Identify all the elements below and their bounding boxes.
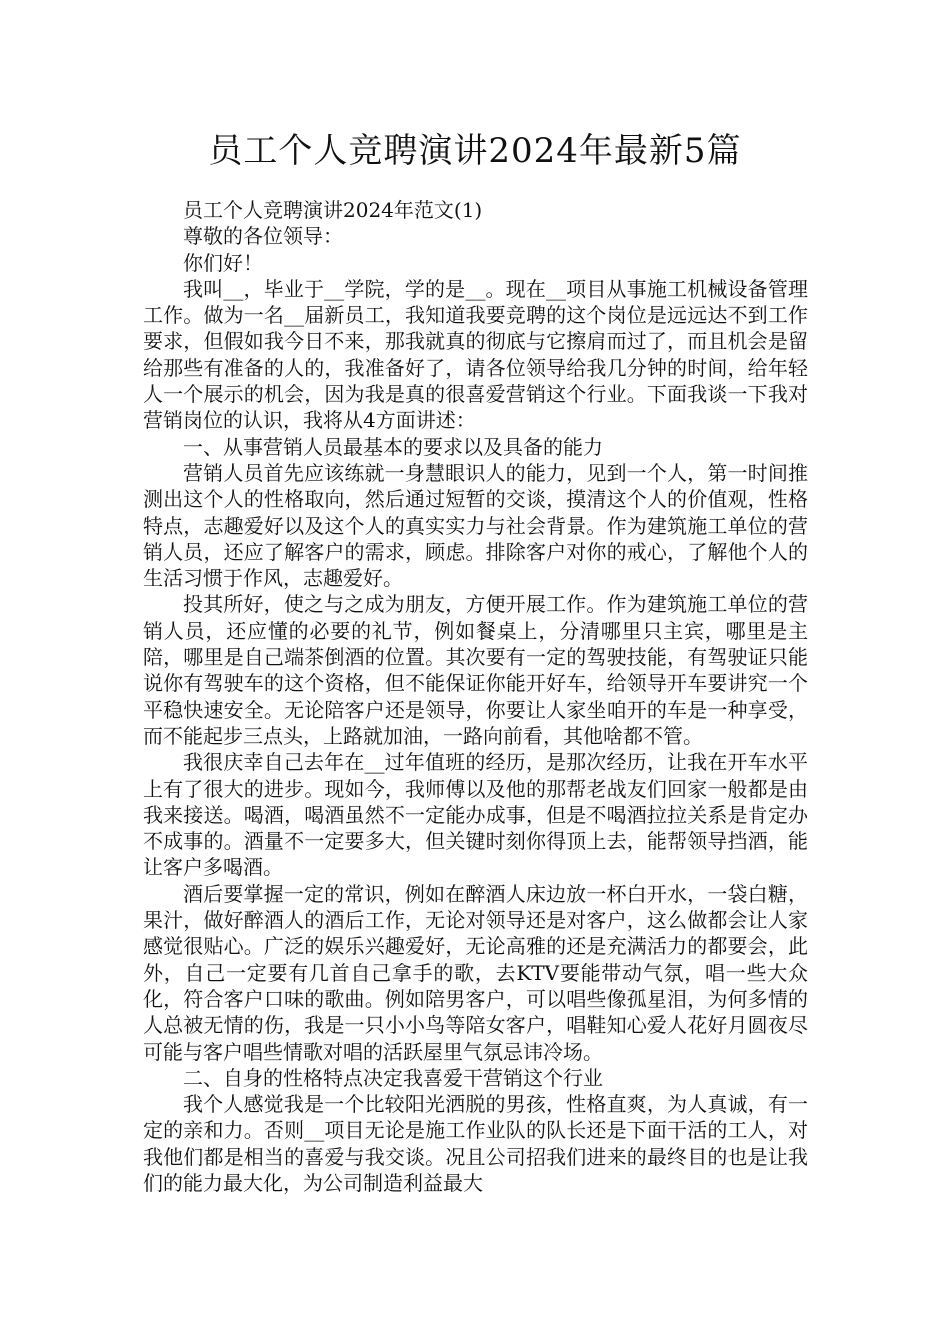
paragraph-greeting: 你们好！ — [183, 250, 263, 275]
section-heading: 一、从事营销人员最基本的要求以及具备的能力 — [183, 434, 603, 459]
paragraph: 我很庆幸自己去年在__过年值班的经历，是那次经历，让我在开车水平上有了很大的进步。现如今，我师傅以及他的那帮老战友们回家一般都是由我来接送。喝酒，喝酒虽然不一定能办成事，但是不喝酒拉拉关系是肯定办不成事的。酒量不一定要多大，但关键时刻你得顶上去，能帮领导挡酒，能让客户多喝酒。 — [143, 750, 808, 880]
paragraph-subtitle: 员工个人竞聘演讲2024年范文(1) — [183, 198, 483, 222]
paragraph-salutation: 尊敬的各位领导： — [183, 224, 343, 249]
paragraph: 酒后要掌握一定的常识，例如在醉酒人床边放一杯白开水，一袋白糖，果汁，做好醉酒人的酒后工作，无论对领导还是对客户，这么做都会让人家感觉很贴心。广泛的娱乐兴趣爱好，无论高雅的还是充满活力的都要会，此外，自己一定要有几首自己拿手的歌，去KTV要能带动气氛，唱一些大众化，符合客户口味的歌曲。例如陪男客户，可以唱些像孤星泪，为何多情的人总被无情的伤，我是一只小小鸟等陪女客户，唱鞋知心爱人花好月圆夜尽可能与客户唱些情歌对唱的活跃屋里气氛忌讳冷场。 — [143, 881, 808, 1064]
document-title: 员工个人竞聘演讲2024年最新5篇 — [208, 131, 742, 171]
paragraph: 我个人感觉我是一个比较阳光洒脱的男孩，性格直爽，为人真诚，有一定的亲和力。否则__项目无论是施工作业队的队长还是下面干活的工人，对我他们都是相当的喜爱与我交谈。况且公司招我们进来的最终目的也是让我们的能力最大化，为公司制造利益最大 — [143, 1092, 808, 1195]
section-heading: 二、自身的性格特点决定我喜爱干营销这个行业 — [183, 1065, 603, 1090]
paragraph: 投其所好，使之与之成为朋友，方便开展工作。作为建筑施工单位的营销人员，还应懂的必要的礼节，例如餐桌上，分清哪里只主宾，哪里是主陪，哪里是自己端茶倒酒的位置。其次要有一定的驾驶技能，有驾驶证只能说你有驾驶车的这个资格，但不能保证你能开好车，给领导开车要讲究一个平稳快速安全。无论陪客户还是领导，你要让人家坐咱开的车是一种享受，而不能起步三点头，上路就加油，一路向前看，其他啥都不管。 — [143, 592, 808, 748]
paragraph: 我叫__，毕业于__学院，学的是__。现在__项目从事施工机械设备管理工作。做为一名__届新员工，我知道我要竞聘的这个岗位是远远达不到工作要求，但假如我今日不来，那我就真的彻底与它擦肩而过了，而且机会是留给那些有准备的人的，我准备好了，请各位领导给我几分钟的时间，给年轻人一个展示的机会，因为我是真的很喜爱营销这个行业。下面我谈一下我对营销岗位的认识，我将从4方面讲述： — [143, 276, 808, 433]
document-body — [143, 197, 808, 1196]
paragraph: 营销人员首先应该练就一身慧眼识人的能力，见到一个人，第一时间推测出这个人的性格取向，然后通过短暂的交谈，摸清这个人的价值观，性格特点，志趣爱好以及这个人的真实实力与社会背景。作为建筑施工单位的营销人员，还应了解客户的需求，顾虑。排除客户对你的戒心，了解他个人的生活习惯于作风，志趣爱好。 — [143, 460, 808, 591]
